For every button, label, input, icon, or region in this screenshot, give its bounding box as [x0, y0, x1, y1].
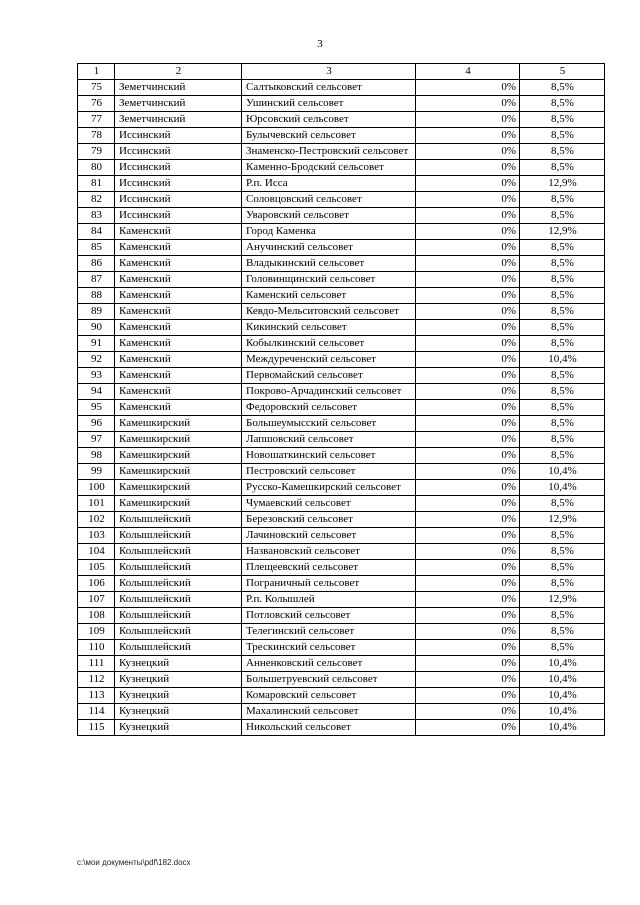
- rate-col5-cell: 8,5%: [520, 560, 605, 576]
- rate-col5-cell: 10,4%: [520, 720, 605, 736]
- rate-col4-cell: 0%: [416, 96, 520, 112]
- table-row: [78, 272, 605, 288]
- rate-col4-cell: 0%: [416, 512, 520, 528]
- district-cell: Иссинский: [115, 144, 242, 160]
- table-row: [78, 240, 605, 256]
- settlement-cell: Р.п. Исса: [242, 176, 416, 192]
- settlement-cell: Новошаткинский сельсовет: [242, 448, 416, 464]
- column-header: 5: [520, 64, 605, 80]
- settlement-cell: Булычевский сельсовет: [242, 128, 416, 144]
- settlement-cell: Город Каменка: [242, 224, 416, 240]
- rate-col4-cell: 0%: [416, 128, 520, 144]
- district-cell: Земетчинский: [115, 96, 242, 112]
- rate-col4-cell: 0%: [416, 416, 520, 432]
- row-number-cell: 106: [78, 576, 115, 592]
- district-cell: Камешкирский: [115, 448, 242, 464]
- district-cell: Каменский: [115, 256, 242, 272]
- row-number-cell: 92: [78, 352, 115, 368]
- row-number-cell: 95: [78, 400, 115, 416]
- settlement-cell: Трескинский сельсовет: [242, 640, 416, 656]
- row-number-cell: 105: [78, 560, 115, 576]
- rate-col4-cell: 0%: [416, 608, 520, 624]
- rate-col5-cell: 8,5%: [520, 320, 605, 336]
- rate-col4-cell: 0%: [416, 256, 520, 272]
- rate-col4-cell: 0%: [416, 624, 520, 640]
- settlement-cell: Плещеевский сельсовет: [242, 560, 416, 576]
- table-row: [78, 528, 605, 544]
- rate-col5-cell: 10,4%: [520, 480, 605, 496]
- rate-col5-cell: 10,4%: [520, 672, 605, 688]
- rate-col4-cell: 0%: [416, 432, 520, 448]
- rate-col4-cell: 0%: [416, 368, 520, 384]
- footer-file-path: c:\мои документы\pdf\182.docx: [77, 858, 191, 867]
- column-header: 1: [78, 64, 115, 80]
- district-cell: Земетчинский: [115, 112, 242, 128]
- district-cell: Колышлейский: [115, 560, 242, 576]
- district-cell: Колышлейский: [115, 528, 242, 544]
- table-row: [78, 448, 605, 464]
- rate-col5-cell: 8,5%: [520, 240, 605, 256]
- row-number-cell: 110: [78, 640, 115, 656]
- settlement-cell: Кобылкинский сельсовет: [242, 336, 416, 352]
- rate-col4-cell: 0%: [416, 320, 520, 336]
- table-row: [78, 592, 605, 608]
- rate-col5-cell: 8,5%: [520, 160, 605, 176]
- row-number-cell: 94: [78, 384, 115, 400]
- rate-col5-cell: 8,5%: [520, 304, 605, 320]
- rate-col4-cell: 0%: [416, 144, 520, 160]
- rate-col5-cell: 8,5%: [520, 544, 605, 560]
- district-cell: Колышлейский: [115, 512, 242, 528]
- rate-col4-cell: 0%: [416, 240, 520, 256]
- settlement-cell: Березовский сельсовет: [242, 512, 416, 528]
- rate-col4-cell: 0%: [416, 464, 520, 480]
- row-number-cell: 101: [78, 496, 115, 512]
- district-cell: Колышлейский: [115, 544, 242, 560]
- rate-col4-cell: 0%: [416, 336, 520, 352]
- district-cell: Кузнецкий: [115, 672, 242, 688]
- table-row: [78, 144, 605, 160]
- district-cell: Каменский: [115, 272, 242, 288]
- settlement-cell: Кевдо-Мельситовский сельсовет: [242, 304, 416, 320]
- row-number-cell: 89: [78, 304, 115, 320]
- settlement-cell: Комаровский сельсовет: [242, 688, 416, 704]
- rate-col5-cell: 8,5%: [520, 336, 605, 352]
- rate-col4-cell: 0%: [416, 384, 520, 400]
- rate-col5-cell: 10,4%: [520, 704, 605, 720]
- rate-col5-cell: 12,9%: [520, 176, 605, 192]
- row-number-cell: 99: [78, 464, 115, 480]
- row-number-cell: 86: [78, 256, 115, 272]
- table-row: [78, 480, 605, 496]
- table-row: [78, 80, 605, 96]
- district-cell: Колышлейский: [115, 640, 242, 656]
- district-cell: Земетчинский: [115, 80, 242, 96]
- rate-col5-cell: 8,5%: [520, 208, 605, 224]
- rate-col5-cell: 10,4%: [520, 464, 605, 480]
- rate-col5-cell: 8,5%: [520, 144, 605, 160]
- rate-col5-cell: 8,5%: [520, 128, 605, 144]
- district-cell: Кузнецкий: [115, 688, 242, 704]
- settlement-cell: Большеумысский сельсовет: [242, 416, 416, 432]
- rate-col5-cell: 8,5%: [520, 640, 605, 656]
- table-body: [78, 64, 605, 736]
- district-cell: Иссинский: [115, 192, 242, 208]
- table-row: [78, 656, 605, 672]
- rate-col4-cell: 0%: [416, 640, 520, 656]
- rate-col4-cell: 0%: [416, 192, 520, 208]
- rate-col4-cell: 0%: [416, 704, 520, 720]
- rate-col4-cell: 0%: [416, 80, 520, 96]
- table-row: [78, 96, 605, 112]
- settlement-cell: Уваровский сельсовет: [242, 208, 416, 224]
- rate-col5-cell: 10,4%: [520, 688, 605, 704]
- row-number-cell: 80: [78, 160, 115, 176]
- row-number-cell: 97: [78, 432, 115, 448]
- table-row: [78, 608, 605, 624]
- rate-col5-cell: 8,5%: [520, 432, 605, 448]
- column-header: 2: [115, 64, 242, 80]
- row-number-cell: 111: [78, 656, 115, 672]
- table-row: [78, 112, 605, 128]
- rate-col5-cell: 8,5%: [520, 496, 605, 512]
- rate-col4-cell: 0%: [416, 576, 520, 592]
- settlement-cell: Анненковский сельсовет: [242, 656, 416, 672]
- settlement-cell: Анучинский сельсовет: [242, 240, 416, 256]
- row-number-cell: 112: [78, 672, 115, 688]
- row-number-cell: 115: [78, 720, 115, 736]
- district-cell: Кузнецкий: [115, 656, 242, 672]
- row-number-cell: 103: [78, 528, 115, 544]
- rate-col4-cell: 0%: [416, 496, 520, 512]
- district-cell: Каменский: [115, 304, 242, 320]
- row-number-cell: 113: [78, 688, 115, 704]
- rate-col5-cell: 12,9%: [520, 592, 605, 608]
- table-row: [78, 688, 605, 704]
- district-cell: Колышлейский: [115, 592, 242, 608]
- rate-col5-cell: 8,5%: [520, 96, 605, 112]
- settlement-cell: Владыкинский сельсовет: [242, 256, 416, 272]
- table-row: [78, 672, 605, 688]
- rate-col5-cell: 10,4%: [520, 352, 605, 368]
- rate-col4-cell: 0%: [416, 400, 520, 416]
- rate-col5-cell: 8,5%: [520, 288, 605, 304]
- table-row: [78, 576, 605, 592]
- rate-col5-cell: 12,9%: [520, 512, 605, 528]
- rate-col5-cell: 8,5%: [520, 416, 605, 432]
- table-row: [78, 256, 605, 272]
- rate-col5-cell: 8,5%: [520, 576, 605, 592]
- district-cell: Камешкирский: [115, 464, 242, 480]
- table-row: [78, 640, 605, 656]
- rate-col4-cell: 0%: [416, 544, 520, 560]
- rate-col4-cell: 0%: [416, 592, 520, 608]
- settlement-cell: Махалинский сельсовет: [242, 704, 416, 720]
- settlement-cell: Русско-Камешкирский сельсовет: [242, 480, 416, 496]
- table-row: [78, 544, 605, 560]
- row-number-cell: 100: [78, 480, 115, 496]
- rate-col4-cell: 0%: [416, 288, 520, 304]
- district-cell: Каменский: [115, 368, 242, 384]
- table-row: [78, 720, 605, 736]
- district-cell: Колышлейский: [115, 608, 242, 624]
- row-number-cell: 104: [78, 544, 115, 560]
- settlement-cell: Головинщинский сельсовет: [242, 272, 416, 288]
- rate-col5-cell: 8,5%: [520, 368, 605, 384]
- row-number-cell: 108: [78, 608, 115, 624]
- rate-col5-cell: 8,5%: [520, 624, 605, 640]
- table-row: [78, 320, 605, 336]
- row-number-cell: 75: [78, 80, 115, 96]
- settlement-cell: Первомайский сельсовет: [242, 368, 416, 384]
- row-number-cell: 87: [78, 272, 115, 288]
- table-row: [78, 288, 605, 304]
- district-cell: Камешкирский: [115, 416, 242, 432]
- district-cell: Каменский: [115, 352, 242, 368]
- rate-col4-cell: 0%: [416, 528, 520, 544]
- row-number-cell: 83: [78, 208, 115, 224]
- row-number-cell: 76: [78, 96, 115, 112]
- rate-col5-cell: 12,9%: [520, 224, 605, 240]
- district-cell: Колышлейский: [115, 624, 242, 640]
- rate-col5-cell: 8,5%: [520, 448, 605, 464]
- rate-col4-cell: 0%: [416, 160, 520, 176]
- settlement-cell: Чумаевский сельсовет: [242, 496, 416, 512]
- row-number-cell: 84: [78, 224, 115, 240]
- settlement-cell: Названовский сельсовет: [242, 544, 416, 560]
- table-row: [78, 432, 605, 448]
- row-number-cell: 107: [78, 592, 115, 608]
- settlement-cell: Р.п. Колышлей: [242, 592, 416, 608]
- table-row: [78, 416, 605, 432]
- settlement-cell: Потловский сельсовет: [242, 608, 416, 624]
- rate-col5-cell: 8,5%: [520, 384, 605, 400]
- column-header: 3: [242, 64, 416, 80]
- district-cell: Кузнецкий: [115, 720, 242, 736]
- row-number-cell: 85: [78, 240, 115, 256]
- table-row: [78, 128, 605, 144]
- settlement-cell: Салтыковский сельсовет: [242, 80, 416, 96]
- district-cell: Камешкирский: [115, 496, 242, 512]
- row-number-cell: 79: [78, 144, 115, 160]
- settlement-cell: Лачиновский сельсовет: [242, 528, 416, 544]
- settlement-cell: Телегинский сельсовет: [242, 624, 416, 640]
- rate-col4-cell: 0%: [416, 720, 520, 736]
- table-row: [78, 352, 605, 368]
- rates-table: [77, 63, 605, 736]
- rate-col4-cell: 0%: [416, 224, 520, 240]
- table-row: [78, 464, 605, 480]
- table-row: [78, 704, 605, 720]
- row-number-cell: 109: [78, 624, 115, 640]
- rate-col4-cell: 0%: [416, 656, 520, 672]
- district-cell: Иссинский: [115, 208, 242, 224]
- row-number-cell: 78: [78, 128, 115, 144]
- rate-col4-cell: 0%: [416, 688, 520, 704]
- settlement-cell: Междуреченский сельсовет: [242, 352, 416, 368]
- table-row: [78, 624, 605, 640]
- table-row: [78, 512, 605, 528]
- district-cell: Каменский: [115, 288, 242, 304]
- rate-col5-cell: 8,5%: [520, 80, 605, 96]
- table-row: [78, 192, 605, 208]
- rate-col4-cell: 0%: [416, 112, 520, 128]
- table-row: [78, 368, 605, 384]
- settlement-cell: Никольский сельсовет: [242, 720, 416, 736]
- rate-col4-cell: 0%: [416, 480, 520, 496]
- rate-col4-cell: 0%: [416, 272, 520, 288]
- column-header: 4: [416, 64, 520, 80]
- settlement-cell: Соловцовский сельсовет: [242, 192, 416, 208]
- district-cell: Иссинский: [115, 176, 242, 192]
- table-row: [78, 176, 605, 192]
- table-row: [78, 384, 605, 400]
- settlement-cell: Большетруевский сельсовет: [242, 672, 416, 688]
- rate-col4-cell: 0%: [416, 304, 520, 320]
- district-cell: Каменский: [115, 240, 242, 256]
- district-cell: Каменский: [115, 384, 242, 400]
- rate-col4-cell: 0%: [416, 352, 520, 368]
- row-number-cell: 77: [78, 112, 115, 128]
- header-row: [78, 64, 605, 80]
- rate-col5-cell: 8,5%: [520, 608, 605, 624]
- table-row: [78, 304, 605, 320]
- district-cell: Иссинский: [115, 160, 242, 176]
- settlement-cell: Юрсовский сельсовет: [242, 112, 416, 128]
- row-number-cell: 93: [78, 368, 115, 384]
- rate-col4-cell: 0%: [416, 448, 520, 464]
- settlement-cell: Каменно-Бродский сельсовет: [242, 160, 416, 176]
- row-number-cell: 82: [78, 192, 115, 208]
- row-number-cell: 96: [78, 416, 115, 432]
- rate-col5-cell: 8,5%: [520, 256, 605, 272]
- district-cell: Колышлейский: [115, 576, 242, 592]
- table-row: [78, 496, 605, 512]
- settlement-cell: Пограничный сельсовет: [242, 576, 416, 592]
- table-row: [78, 400, 605, 416]
- row-number-cell: 98: [78, 448, 115, 464]
- district-cell: Каменский: [115, 224, 242, 240]
- district-cell: Камешкирский: [115, 480, 242, 496]
- table-row: [78, 160, 605, 176]
- row-number-cell: 114: [78, 704, 115, 720]
- settlement-cell: Знаменско-Пестровский сельсовет: [242, 144, 416, 160]
- rate-col4-cell: 0%: [416, 560, 520, 576]
- district-cell: Каменский: [115, 400, 242, 416]
- rate-col5-cell: 8,5%: [520, 400, 605, 416]
- page-number: 3: [317, 38, 323, 50]
- row-number-cell: 102: [78, 512, 115, 528]
- rate-col5-cell: 8,5%: [520, 272, 605, 288]
- table-row: [78, 208, 605, 224]
- table-row: [78, 224, 605, 240]
- district-cell: Камешкирский: [115, 432, 242, 448]
- district-cell: Иссинский: [115, 128, 242, 144]
- district-cell: Кузнецкий: [115, 704, 242, 720]
- rate-col4-cell: 0%: [416, 208, 520, 224]
- district-cell: Каменский: [115, 320, 242, 336]
- rate-col5-cell: 8,5%: [520, 192, 605, 208]
- rate-col4-cell: 0%: [416, 176, 520, 192]
- settlement-cell: Федоровский сельсовет: [242, 400, 416, 416]
- district-cell: Каменский: [115, 336, 242, 352]
- rate-col5-cell: 10,4%: [520, 656, 605, 672]
- settlement-cell: Ушинский сельсовет: [242, 96, 416, 112]
- settlement-cell: Кикинский сельсовет: [242, 320, 416, 336]
- rate-col4-cell: 0%: [416, 672, 520, 688]
- table-row: [78, 560, 605, 576]
- row-number-cell: 91: [78, 336, 115, 352]
- row-number-cell: 81: [78, 176, 115, 192]
- row-number-cell: 90: [78, 320, 115, 336]
- rate-col5-cell: 8,5%: [520, 112, 605, 128]
- settlement-cell: Каменский сельсовет: [242, 288, 416, 304]
- table-row: [78, 336, 605, 352]
- rate-col5-cell: 8,5%: [520, 528, 605, 544]
- settlement-cell: Покрово-Арчадинский сельсовет: [242, 384, 416, 400]
- settlement-cell: Пестровский сельсовет: [242, 464, 416, 480]
- row-number-cell: 88: [78, 288, 115, 304]
- settlement-cell: Лапшовский сельсовет: [242, 432, 416, 448]
